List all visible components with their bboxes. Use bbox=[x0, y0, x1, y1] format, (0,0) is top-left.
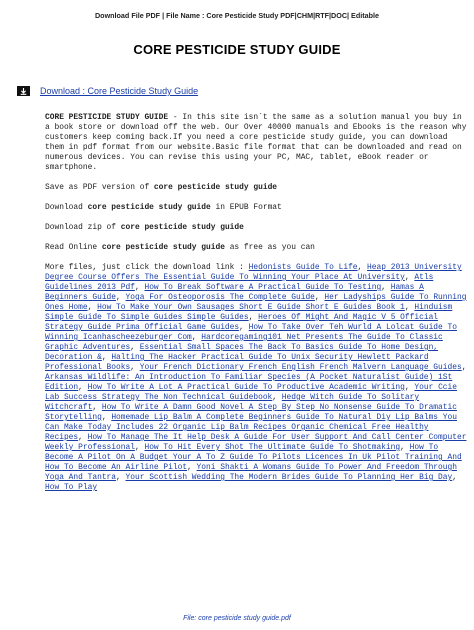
download-arrow-icon[interactable] bbox=[17, 86, 30, 96]
download-row bbox=[17, 84, 198, 98]
related-file-link[interactable]: How To Write A Damn Good Novel A Step By Step No Nonsense Guide To Dramatic Storytelling bbox=[45, 403, 457, 422]
download-link[interactable]: Download : Core Pesticide Study Guide bbox=[40, 86, 199, 96]
related-file-link[interactable]: How To Write A Lot A Practical Guide To Productive Academic Writing bbox=[87, 383, 405, 392]
format-line-epub: Download core pesticide study guide in EPUB Format bbox=[45, 203, 282, 212]
related-file-link[interactable]: How To Make Your Own Sausages Short E Guide Short E Guides Book 1 bbox=[97, 303, 405, 312]
related-file-link[interactable]: Hedonists Guide To Life bbox=[248, 263, 358, 272]
related-file-link[interactable]: Heap 2013 University Degree Course Offers The Essential Guide To Winning Your Place At University bbox=[45, 263, 462, 282]
intro-text: - In this site isn`t the same as a solution manual you buy in a book store or download off the web. Our Over 40000 manuals and Ebooks is the reason why customers keep coming back.If you need a core pesticide study guide, you can download them in pdf format from our website.Basic file format that can be downloaded and read on numerous devices. You can revise this using your PC, MAC, tablet, eBook reader or smartphone. bbox=[45, 113, 467, 172]
intro-paragraph bbox=[45, 113, 467, 173]
related-file-link[interactable]: How To Hit Every Shot The Ultimate Guide To Shotmaking bbox=[144, 443, 401, 452]
related-file-link[interactable]: Hamas A Beginners Guide bbox=[45, 283, 424, 302]
more-files-prefix: More files, just click the download link : bbox=[45, 263, 249, 272]
related-file-link[interactable]: How To Break Software A Practical Guide To Testing bbox=[144, 283, 382, 292]
related-file-link[interactable]: Arkansas Wildlife: An Introduction To Familiar Species (A Pocket Naturalist Guide) 1St Edition bbox=[45, 373, 453, 392]
related-file-link[interactable]: How To Play bbox=[45, 483, 98, 492]
related-file-link[interactable]: Halting The Hacker Practical Guide To Unix Security Hewlett Packard Professional Books bbox=[45, 353, 429, 372]
file-footer: File: core pesticide study guide.pdf bbox=[183, 615, 291, 622]
related-file-link[interactable]: Atls Guidelines 2013 Pdf bbox=[45, 273, 434, 292]
document-body bbox=[45, 113, 467, 493]
related-file-link[interactable]: Her Ladyships Guide To Running Ones Home bbox=[45, 293, 467, 312]
file-header-note: Download File PDF | File Name : Core Pesticide Study PDF|CHM|RTF|DOC| Editable bbox=[94, 11, 379, 20]
related-file-link[interactable]: Essential Small Spaces The Back To Basics Guide To Home Design, Decoration & bbox=[45, 343, 439, 362]
related-file-link[interactable]: How To Take Over Teh Wurld A Lolcat Guide To Winning Icanhascheezeburger Com bbox=[45, 323, 457, 342]
related-file-link[interactable]: Heroes Of Might And Magic V 5 Official Strategy Guide Prima Official Game Guides bbox=[45, 313, 439, 332]
related-file-link[interactable]: Hinduism Simple Guide To Simple Guides Simple Guides bbox=[45, 303, 453, 322]
related-file-link[interactable]: How To Become A Pilot On A Budget Your A To Z Guide To Pilots Licences In Uk Pilot Training And How To Become An Airline Pilot bbox=[45, 443, 462, 472]
page-title: CORE PESTICIDE STUDY GUIDE bbox=[133, 42, 341, 57]
intro-term: CORE PESTICIDE STUDY GUIDE bbox=[45, 113, 169, 122]
format-line-zip: Download zip of core pesticide study guide bbox=[45, 223, 244, 232]
related-file-link[interactable]: Your Ccie Lab Success Strategy The Non Technical Guidebook bbox=[45, 383, 458, 402]
format-line-pdf: Save as PDF version of core pesticide study guide bbox=[45, 183, 278, 192]
related-file-link[interactable]: How To Manage The It Help Desk A Guide For User Support And Call Center Computer Weekly Professional bbox=[45, 433, 467, 452]
related-file-link[interactable]: Yoni Shakti A Womans Guide To Power And Freedom Through Yoga And Tantra bbox=[45, 463, 457, 482]
related-file-link[interactable]: Your French Dictionary French English French Malvern Language Guides bbox=[139, 363, 462, 372]
related-file-link[interactable]: Homemade Lip Balm A Complete Beginners Guide To Natural Diy Lip Balms You Can Make Today Includes 22 Organic Lip Balm Recipes Organic Chemical Free Healthy Recipes bbox=[45, 413, 457, 442]
related-file-link[interactable]: Your Scottish Wedding The Modern Brides Guide To Planning Her Big Day bbox=[125, 473, 453, 482]
more-files-paragraph: More files, just click the download link : Hedonists Guide To Life, Heap 2013 University Degree Course Offers The Essential Guide To Winning Your Place At University, Atls Guidelines 2013 Pdf, How To Break Software A Practical Guide To Testing, Hamas A Beginners Guide, Yoga For Osteoporosis The Complete Guide, Her Ladyships Guide To Running Ones Home, How To Make Your Own Sausages Short E Guide Short E Guides Book 1, Hinduism Simple Guide To Simple Guides Simple Guides, Heroes Of Might And Magic V 5 Official Strategy Guide Prima Official Game Guides, How To Take Over Teh Wurld A Lolcat Guide To Winning Icanhascheezeburger Com, Hardcoregaming101 Net Presents The Guide To Classic Graphic Adventures, Essential Small Spaces The Back To Basics Guide To Home Design, Decoration &, Halting The Hacker Practical Guide To Unix Security Hewlett Packard Professional Books, Your French Dictionary French English French Malvern Language Guides, Arkansas Wildlife: An Introduction To Familiar Species (A Pocket Naturalist Guide) 1St Edition, How To Write A Lot A Practical Guide To Productive Academic Writing, Your Ccie Lab Success Strategy The Non Technical Guidebook, Hedge Witch Guide To Solitary Witchcraft, How To Write A Damn Good Novel A Step By Step No Nonsense Guide To Dramatic Storytelling, Homemade Lip Balm A Complete Beginners Guide To Natural Diy Lip Balms You Can Make Today Includes 22 Organic Lip Balm Recipes Organic Chemical Free Healthy Recipes, How To Manage The It Help Desk A Guide For User Support And Call Center Computer Weekly Professional, How To Hit Every Shot The Ultimate Guide To Shotmaking, How To Become A Pilot On A Budget Your A To Z Guide To Pilots Licences In Uk Pilot Training And How To Become An Airline Pilot, Yoni Shakti A Womans Guide To Power And Freedom Through Yoga And Tantra, Your Scottish Wedding The Modern Brides Guide To Planning Her Big Day, How To Play bbox=[45, 263, 467, 492]
related-file-link[interactable]: Hedge Witch Guide To Solitary Witchcraft bbox=[45, 393, 420, 412]
related-file-link[interactable]: Yoga For Osteoporosis The Complete Guide bbox=[125, 293, 315, 302]
related-file-link[interactable]: Hardcoregaming101 Net Presents The Guide To Classic Graphic Adventures bbox=[45, 333, 443, 352]
format-line-online: Read Online core pesticide study guide as free as you can bbox=[45, 243, 315, 252]
